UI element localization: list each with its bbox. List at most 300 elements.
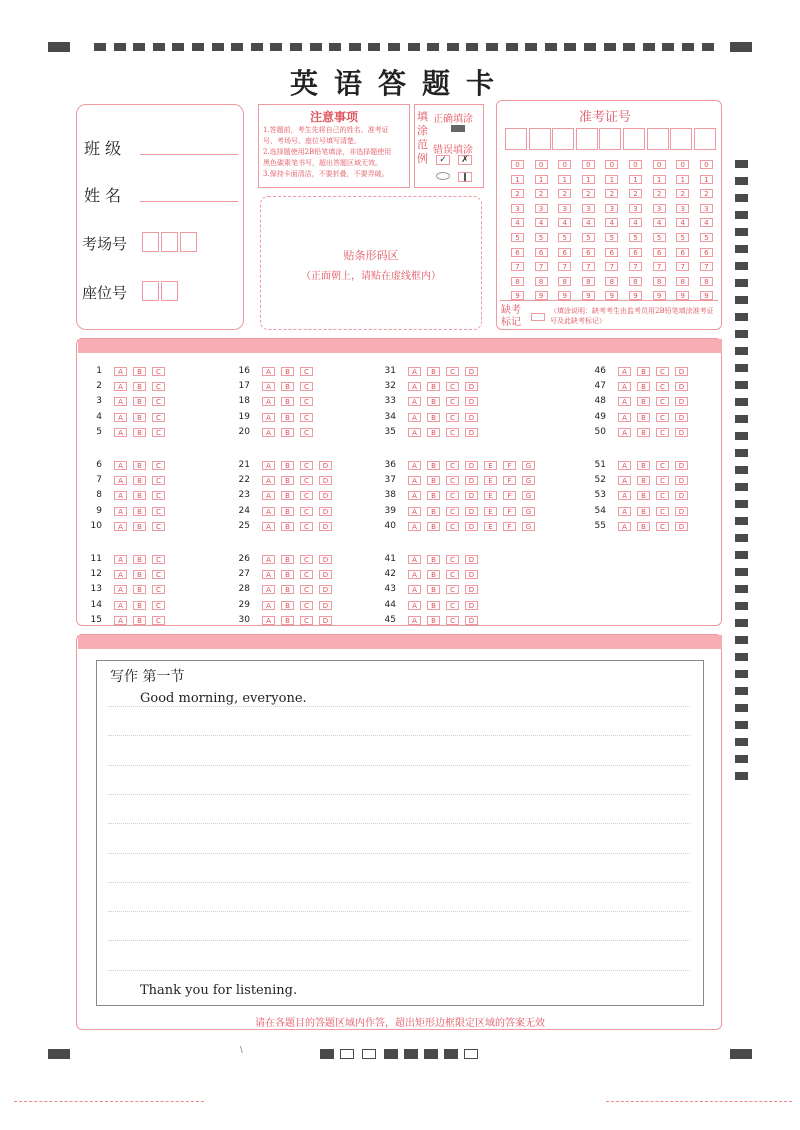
option-bubble[interactable]: C bbox=[152, 570, 165, 579]
option-bubble[interactable]: B bbox=[637, 382, 650, 391]
admission-digit-bubble[interactable]: 9 bbox=[535, 291, 548, 300]
admission-digit-bubble[interactable]: 1 bbox=[535, 175, 548, 184]
option-bubble[interactable]: A bbox=[114, 555, 127, 564]
exam-room-box-1[interactable] bbox=[142, 232, 159, 252]
option-bubble[interactable]: C bbox=[152, 428, 165, 437]
admission-digit-bubble[interactable]: 0 bbox=[582, 160, 595, 169]
admission-digit-bubble[interactable]: 8 bbox=[582, 277, 595, 286]
writing-line[interactable] bbox=[108, 882, 690, 883]
option-bubble[interactable]: B bbox=[427, 491, 440, 500]
writing-line[interactable] bbox=[108, 823, 690, 824]
option-bubble[interactable]: E bbox=[484, 491, 497, 500]
admission-digit-bubble[interactable]: 1 bbox=[676, 175, 689, 184]
admission-digit-bubble[interactable]: 7 bbox=[582, 262, 595, 271]
option-bubble[interactable]: D bbox=[465, 428, 478, 437]
option-bubble[interactable]: D bbox=[465, 397, 478, 406]
option-bubble[interactable]: B bbox=[133, 601, 146, 610]
option-bubble[interactable]: B bbox=[281, 570, 294, 579]
admission-digit-bubble[interactable]: 0 bbox=[653, 160, 666, 169]
admission-digit-bubble[interactable]: 1 bbox=[511, 175, 524, 184]
option-bubble[interactable]: B bbox=[427, 507, 440, 516]
option-bubble[interactable]: A bbox=[114, 601, 127, 610]
option-bubble[interactable]: D bbox=[465, 382, 478, 391]
option-bubble[interactable]: A bbox=[262, 555, 275, 564]
admission-digit-bubble[interactable]: 6 bbox=[676, 248, 689, 257]
admission-digit-bubble[interactable]: 6 bbox=[605, 248, 618, 257]
option-bubble[interactable]: D bbox=[319, 476, 332, 485]
option-bubble[interactable]: B bbox=[637, 491, 650, 500]
option-bubble[interactable]: D bbox=[319, 555, 332, 564]
option-bubble[interactable]: B bbox=[133, 491, 146, 500]
option-bubble[interactable]: B bbox=[281, 601, 294, 610]
option-bubble[interactable]: B bbox=[281, 461, 294, 470]
option-bubble[interactable]: D bbox=[319, 491, 332, 500]
admission-digit-bubble[interactable]: 2 bbox=[535, 189, 548, 198]
writing-line[interactable] bbox=[108, 765, 690, 766]
option-bubble[interactable]: A bbox=[262, 413, 275, 422]
admission-digit-bubble[interactable]: 3 bbox=[700, 204, 713, 213]
writing-box[interactable] bbox=[96, 660, 704, 1006]
option-bubble[interactable]: C bbox=[152, 616, 165, 625]
option-bubble[interactable]: A bbox=[618, 382, 631, 391]
admission-digit-cell[interactable] bbox=[694, 128, 716, 150]
admission-digit-bubble[interactable]: 5 bbox=[558, 233, 571, 242]
option-bubble[interactable]: D bbox=[465, 491, 478, 500]
option-bubble[interactable]: A bbox=[408, 601, 421, 610]
option-bubble[interactable]: A bbox=[618, 522, 631, 531]
seat-box-1[interactable] bbox=[142, 281, 159, 301]
option-bubble[interactable]: B bbox=[427, 428, 440, 437]
admission-digit-bubble[interactable]: 6 bbox=[511, 248, 524, 257]
name-field[interactable] bbox=[140, 201, 238, 202]
option-bubble[interactable]: C bbox=[300, 367, 313, 376]
admission-digit-bubble[interactable]: 4 bbox=[676, 218, 689, 227]
option-bubble[interactable]: A bbox=[408, 522, 421, 531]
admission-digit-bubble[interactable]: 4 bbox=[629, 218, 642, 227]
option-bubble[interactable]: C bbox=[152, 413, 165, 422]
admission-digit-bubble[interactable]: 8 bbox=[511, 277, 524, 286]
admission-digit-bubble[interactable]: 6 bbox=[700, 248, 713, 257]
admission-digit-bubble[interactable]: 3 bbox=[558, 204, 571, 213]
admission-digit-bubble[interactable]: 3 bbox=[535, 204, 548, 213]
admission-digit-bubble[interactable]: 8 bbox=[605, 277, 618, 286]
option-bubble[interactable]: D bbox=[465, 461, 478, 470]
option-bubble[interactable]: A bbox=[408, 461, 421, 470]
admission-digit-bubble[interactable]: 2 bbox=[558, 189, 571, 198]
option-bubble[interactable]: C bbox=[152, 367, 165, 376]
admission-digit-bubble[interactable]: 5 bbox=[605, 233, 618, 242]
admission-digit-bubble[interactable]: 4 bbox=[558, 218, 571, 227]
admission-digit-cell[interactable] bbox=[529, 128, 551, 150]
option-bubble[interactable]: B bbox=[133, 382, 146, 391]
option-bubble[interactable]: A bbox=[408, 507, 421, 516]
admission-digit-bubble[interactable]: 3 bbox=[676, 204, 689, 213]
admission-digit-bubble[interactable]: 4 bbox=[605, 218, 618, 227]
option-bubble[interactable]: C bbox=[152, 491, 165, 500]
option-bubble[interactable]: C bbox=[656, 382, 669, 391]
option-bubble[interactable]: B bbox=[133, 616, 146, 625]
option-bubble[interactable]: B bbox=[637, 367, 650, 376]
option-bubble[interactable]: A bbox=[114, 491, 127, 500]
option-bubble[interactable]: B bbox=[133, 570, 146, 579]
admission-digit-bubble[interactable]: 3 bbox=[653, 204, 666, 213]
option-bubble[interactable]: C bbox=[446, 367, 459, 376]
option-bubble[interactable]: D bbox=[319, 601, 332, 610]
option-bubble[interactable]: B bbox=[133, 585, 146, 594]
admission-digit-bubble[interactable]: 9 bbox=[676, 291, 689, 300]
admission-digit-bubble[interactable]: 8 bbox=[629, 277, 642, 286]
admission-digit-cell[interactable] bbox=[623, 128, 645, 150]
writing-line[interactable] bbox=[108, 940, 690, 941]
exam-room-box-3[interactable] bbox=[180, 232, 197, 252]
admission-digit-bubble[interactable]: 7 bbox=[511, 262, 524, 271]
admission-digit-cell[interactable] bbox=[670, 128, 692, 150]
option-bubble[interactable]: B bbox=[427, 585, 440, 594]
seat-box-2[interactable] bbox=[161, 281, 178, 301]
option-bubble[interactable]: B bbox=[133, 413, 146, 422]
option-bubble[interactable]: D bbox=[319, 570, 332, 579]
option-bubble[interactable]: A bbox=[114, 397, 127, 406]
admission-digit-bubble[interactable]: 5 bbox=[511, 233, 524, 242]
admission-digit-bubble[interactable]: 5 bbox=[582, 233, 595, 242]
option-bubble[interactable]: D bbox=[465, 507, 478, 516]
option-bubble[interactable]: D bbox=[675, 382, 688, 391]
admission-digit-bubble[interactable]: 9 bbox=[582, 291, 595, 300]
admission-digit-cell[interactable] bbox=[599, 128, 621, 150]
option-bubble[interactable]: C bbox=[300, 522, 313, 531]
option-bubble[interactable]: G bbox=[522, 491, 535, 500]
admission-digit-bubble[interactable]: 4 bbox=[535, 218, 548, 227]
option-bubble[interactable]: B bbox=[281, 382, 294, 391]
option-bubble[interactable]: C bbox=[152, 601, 165, 610]
option-bubble[interactable]: G bbox=[522, 522, 535, 531]
option-bubble[interactable]: F bbox=[503, 476, 516, 485]
option-bubble[interactable]: C bbox=[152, 585, 165, 594]
option-bubble[interactable]: B bbox=[281, 507, 294, 516]
option-bubble[interactable]: A bbox=[262, 585, 275, 594]
option-bubble[interactable]: E bbox=[484, 507, 497, 516]
admission-digit-bubble[interactable]: 7 bbox=[700, 262, 713, 271]
admission-digit-bubble[interactable]: 1 bbox=[605, 175, 618, 184]
option-bubble[interactable]: A bbox=[618, 491, 631, 500]
option-bubble[interactable]: C bbox=[300, 555, 313, 564]
admission-digit-bubble[interactable]: 5 bbox=[535, 233, 548, 242]
option-bubble[interactable]: C bbox=[446, 397, 459, 406]
option-bubble[interactable]: B bbox=[281, 491, 294, 500]
option-bubble[interactable]: A bbox=[408, 476, 421, 485]
exam-room-box-2[interactable] bbox=[161, 232, 178, 252]
admission-digit-bubble[interactable]: 0 bbox=[605, 160, 618, 169]
option-bubble[interactable]: A bbox=[408, 555, 421, 564]
admission-digit-bubble[interactable]: 4 bbox=[700, 218, 713, 227]
admission-digit-bubble[interactable]: 2 bbox=[700, 189, 713, 198]
admission-digit-bubble[interactable]: 5 bbox=[700, 233, 713, 242]
option-bubble[interactable]: C bbox=[300, 491, 313, 500]
admission-digit-bubble[interactable]: 3 bbox=[582, 204, 595, 213]
option-bubble[interactable]: C bbox=[152, 507, 165, 516]
option-bubble[interactable]: C bbox=[300, 570, 313, 579]
option-bubble[interactable]: A bbox=[114, 570, 127, 579]
admission-digit-bubble[interactable]: 6 bbox=[582, 248, 595, 257]
admission-digit-bubble[interactable]: 4 bbox=[582, 218, 595, 227]
option-bubble[interactable]: C bbox=[656, 522, 669, 531]
option-bubble[interactable]: B bbox=[133, 507, 146, 516]
option-bubble[interactable]: A bbox=[262, 397, 275, 406]
option-bubble[interactable]: C bbox=[446, 491, 459, 500]
option-bubble[interactable]: E bbox=[484, 522, 497, 531]
admission-digit-bubble[interactable]: 4 bbox=[653, 218, 666, 227]
admission-digit-bubble[interactable]: 1 bbox=[629, 175, 642, 184]
option-bubble[interactable]: G bbox=[522, 476, 535, 485]
option-bubble[interactable]: A bbox=[408, 397, 421, 406]
option-bubble[interactable]: C bbox=[656, 397, 669, 406]
option-bubble[interactable]: A bbox=[262, 570, 275, 579]
admission-digit-bubble[interactable]: 8 bbox=[653, 277, 666, 286]
absent-mark-bubble[interactable] bbox=[531, 313, 545, 321]
option-bubble[interactable]: D bbox=[465, 367, 478, 376]
admission-digit-bubble[interactable]: 7 bbox=[653, 262, 666, 271]
option-bubble[interactable]: D bbox=[675, 476, 688, 485]
option-bubble[interactable]: E bbox=[484, 476, 497, 485]
admission-digit-cell[interactable] bbox=[647, 128, 669, 150]
admission-digit-bubble[interactable]: 6 bbox=[535, 248, 548, 257]
option-bubble[interactable]: D bbox=[319, 507, 332, 516]
admission-digit-bubble[interactable]: 0 bbox=[511, 160, 524, 169]
admission-digit-bubble[interactable]: 7 bbox=[558, 262, 571, 271]
admission-digit-bubble[interactable]: 9 bbox=[511, 291, 524, 300]
writing-line[interactable] bbox=[108, 706, 690, 707]
option-bubble[interactable]: D bbox=[675, 522, 688, 531]
option-bubble[interactable]: B bbox=[427, 476, 440, 485]
option-bubble[interactable]: A bbox=[262, 476, 275, 485]
option-bubble[interactable]: C bbox=[656, 507, 669, 516]
option-bubble[interactable]: F bbox=[503, 461, 516, 470]
option-bubble[interactable]: C bbox=[152, 461, 165, 470]
option-bubble[interactable]: B bbox=[427, 382, 440, 391]
option-bubble[interactable]: A bbox=[114, 413, 127, 422]
admission-digit-bubble[interactable]: 1 bbox=[582, 175, 595, 184]
admission-digit-bubble[interactable]: 1 bbox=[700, 175, 713, 184]
option-bubble[interactable]: B bbox=[133, 476, 146, 485]
option-bubble[interactable]: A bbox=[114, 367, 127, 376]
option-bubble[interactable]: A bbox=[114, 507, 127, 516]
option-bubble[interactable]: A bbox=[408, 491, 421, 500]
option-bubble[interactable]: B bbox=[427, 616, 440, 625]
option-bubble[interactable]: B bbox=[281, 616, 294, 625]
admission-digit-bubble[interactable]: 9 bbox=[605, 291, 618, 300]
option-bubble[interactable]: B bbox=[637, 428, 650, 437]
option-bubble[interactable]: D bbox=[465, 616, 478, 625]
option-bubble[interactable]: A bbox=[262, 616, 275, 625]
option-bubble[interactable]: A bbox=[408, 367, 421, 376]
option-bubble[interactable]: B bbox=[427, 413, 440, 422]
admission-digit-bubble[interactable]: 0 bbox=[558, 160, 571, 169]
admission-digit-bubble[interactable]: 0 bbox=[700, 160, 713, 169]
admission-digit-bubble[interactable]: 6 bbox=[558, 248, 571, 257]
option-bubble[interactable]: D bbox=[319, 616, 332, 625]
option-bubble[interactable]: C bbox=[656, 367, 669, 376]
admission-digit-bubble[interactable]: 3 bbox=[629, 204, 642, 213]
option-bubble[interactable]: B bbox=[427, 397, 440, 406]
option-bubble[interactable]: C bbox=[446, 428, 459, 437]
admission-digit-bubble[interactable]: 2 bbox=[653, 189, 666, 198]
option-bubble[interactable]: A bbox=[114, 616, 127, 625]
option-bubble[interactable]: C bbox=[656, 476, 669, 485]
option-bubble[interactable]: D bbox=[465, 585, 478, 594]
option-bubble[interactable]: D bbox=[465, 555, 478, 564]
admission-digit-bubble[interactable]: 7 bbox=[535, 262, 548, 271]
option-bubble[interactable]: C bbox=[446, 507, 459, 516]
option-bubble[interactable]: A bbox=[114, 585, 127, 594]
option-bubble[interactable]: A bbox=[408, 570, 421, 579]
option-bubble[interactable]: C bbox=[152, 555, 165, 564]
option-bubble[interactable]: A bbox=[262, 428, 275, 437]
option-bubble[interactable]: C bbox=[300, 601, 313, 610]
admission-digit-bubble[interactable]: 2 bbox=[582, 189, 595, 198]
option-bubble[interactable]: B bbox=[637, 476, 650, 485]
writing-line[interactable] bbox=[108, 735, 690, 736]
option-bubble[interactable]: B bbox=[427, 555, 440, 564]
option-bubble[interactable]: B bbox=[637, 461, 650, 470]
admission-digit-bubble[interactable]: 4 bbox=[511, 218, 524, 227]
writing-line[interactable] bbox=[108, 853, 690, 854]
option-bubble[interactable]: A bbox=[408, 413, 421, 422]
admission-digit-bubble[interactable]: 8 bbox=[558, 277, 571, 286]
admission-digit-bubble[interactable]: 1 bbox=[558, 175, 571, 184]
admission-digit-bubble[interactable]: 6 bbox=[629, 248, 642, 257]
admission-digit-bubble[interactable]: 9 bbox=[629, 291, 642, 300]
option-bubble[interactable]: C bbox=[300, 413, 313, 422]
option-bubble[interactable]: G bbox=[522, 507, 535, 516]
option-bubble[interactable]: A bbox=[408, 428, 421, 437]
option-bubble[interactable]: G bbox=[522, 461, 535, 470]
option-bubble[interactable]: C bbox=[446, 476, 459, 485]
option-bubble[interactable]: F bbox=[503, 522, 516, 531]
admission-digit-bubble[interactable]: 5 bbox=[629, 233, 642, 242]
option-bubble[interactable]: B bbox=[427, 570, 440, 579]
option-bubble[interactable]: A bbox=[114, 428, 127, 437]
admission-digit-bubble[interactable]: 1 bbox=[653, 175, 666, 184]
option-bubble[interactable]: C bbox=[152, 522, 165, 531]
option-bubble[interactable]: C bbox=[446, 461, 459, 470]
writing-line[interactable] bbox=[108, 794, 690, 795]
option-bubble[interactable]: F bbox=[503, 507, 516, 516]
option-bubble[interactable]: C bbox=[300, 382, 313, 391]
option-bubble[interactable]: A bbox=[408, 616, 421, 625]
option-bubble[interactable]: B bbox=[133, 522, 146, 531]
option-bubble[interactable]: B bbox=[281, 476, 294, 485]
option-bubble[interactable]: A bbox=[262, 522, 275, 531]
option-bubble[interactable]: A bbox=[618, 476, 631, 485]
option-bubble[interactable]: C bbox=[152, 476, 165, 485]
option-bubble[interactable]: C bbox=[446, 555, 459, 564]
option-bubble[interactable]: B bbox=[133, 367, 146, 376]
option-bubble[interactable]: B bbox=[281, 428, 294, 437]
admission-digit-bubble[interactable]: 0 bbox=[676, 160, 689, 169]
option-bubble[interactable]: A bbox=[618, 461, 631, 470]
option-bubble[interactable]: B bbox=[281, 585, 294, 594]
admission-digit-bubble[interactable]: 9 bbox=[700, 291, 713, 300]
option-bubble[interactable]: A bbox=[262, 382, 275, 391]
option-bubble[interactable]: F bbox=[503, 491, 516, 500]
option-bubble[interactable]: C bbox=[300, 461, 313, 470]
option-bubble[interactable]: D bbox=[675, 428, 688, 437]
option-bubble[interactable]: C bbox=[446, 585, 459, 594]
admission-digit-bubble[interactable]: 2 bbox=[605, 189, 618, 198]
option-bubble[interactable]: D bbox=[675, 507, 688, 516]
option-bubble[interactable]: A bbox=[618, 428, 631, 437]
option-bubble[interactable]: C bbox=[656, 491, 669, 500]
option-bubble[interactable]: D bbox=[675, 397, 688, 406]
barcode-area[interactable] bbox=[260, 196, 482, 330]
option-bubble[interactable]: B bbox=[133, 461, 146, 470]
option-bubble[interactable]: A bbox=[618, 507, 631, 516]
admission-digit-cell[interactable] bbox=[576, 128, 598, 150]
option-bubble[interactable]: A bbox=[262, 601, 275, 610]
option-bubble[interactable]: C bbox=[300, 428, 313, 437]
option-bubble[interactable]: A bbox=[114, 522, 127, 531]
admission-digit-bubble[interactable]: 9 bbox=[653, 291, 666, 300]
option-bubble[interactable]: A bbox=[262, 491, 275, 500]
option-bubble[interactable]: B bbox=[427, 601, 440, 610]
option-bubble[interactable]: D bbox=[675, 461, 688, 470]
option-bubble[interactable]: D bbox=[465, 522, 478, 531]
option-bubble[interactable]: C bbox=[300, 507, 313, 516]
option-bubble[interactable]: B bbox=[427, 367, 440, 376]
option-bubble[interactable]: B bbox=[281, 555, 294, 564]
admission-digit-bubble[interactable]: 2 bbox=[511, 189, 524, 198]
option-bubble[interactable]: B bbox=[427, 461, 440, 470]
admission-digit-bubble[interactable]: 2 bbox=[629, 189, 642, 198]
option-bubble[interactable]: A bbox=[114, 476, 127, 485]
admission-digit-bubble[interactable]: 6 bbox=[653, 248, 666, 257]
admission-digit-bubble[interactable]: 7 bbox=[605, 262, 618, 271]
option-bubble[interactable]: D bbox=[465, 476, 478, 485]
option-bubble[interactable]: D bbox=[465, 413, 478, 422]
option-bubble[interactable]: A bbox=[114, 382, 127, 391]
admission-digit-bubble[interactable]: 8 bbox=[535, 277, 548, 286]
option-bubble[interactable]: C bbox=[300, 397, 313, 406]
option-bubble[interactable]: B bbox=[133, 555, 146, 564]
option-bubble[interactable]: A bbox=[262, 461, 275, 470]
option-bubble[interactable]: C bbox=[656, 428, 669, 437]
option-bubble[interactable]: D bbox=[675, 491, 688, 500]
option-bubble[interactable]: B bbox=[133, 428, 146, 437]
option-bubble[interactable]: A bbox=[618, 367, 631, 376]
option-bubble[interactable]: D bbox=[465, 570, 478, 579]
option-bubble[interactable]: B bbox=[637, 397, 650, 406]
option-bubble[interactable]: C bbox=[446, 522, 459, 531]
option-bubble[interactable]: E bbox=[484, 461, 497, 470]
admission-digit-bubble[interactable]: 3 bbox=[511, 204, 524, 213]
admission-digit-bubble[interactable]: 9 bbox=[558, 291, 571, 300]
option-bubble[interactable]: B bbox=[427, 522, 440, 531]
writing-line[interactable] bbox=[108, 970, 690, 971]
admission-digit-cell[interactable] bbox=[505, 128, 527, 150]
option-bubble[interactable]: C bbox=[446, 616, 459, 625]
option-bubble[interactable]: D bbox=[319, 522, 332, 531]
option-bubble[interactable]: A bbox=[262, 367, 275, 376]
admission-digit-bubble[interactable]: 2 bbox=[676, 189, 689, 198]
option-bubble[interactable]: B bbox=[637, 413, 650, 422]
option-bubble[interactable]: C bbox=[300, 616, 313, 625]
option-bubble[interactable]: C bbox=[152, 397, 165, 406]
option-bubble[interactable]: D bbox=[319, 585, 332, 594]
option-bubble[interactable]: C bbox=[300, 585, 313, 594]
option-bubble[interactable]: A bbox=[618, 413, 631, 422]
class-field[interactable] bbox=[140, 154, 238, 155]
option-bubble[interactable]: D bbox=[675, 413, 688, 422]
